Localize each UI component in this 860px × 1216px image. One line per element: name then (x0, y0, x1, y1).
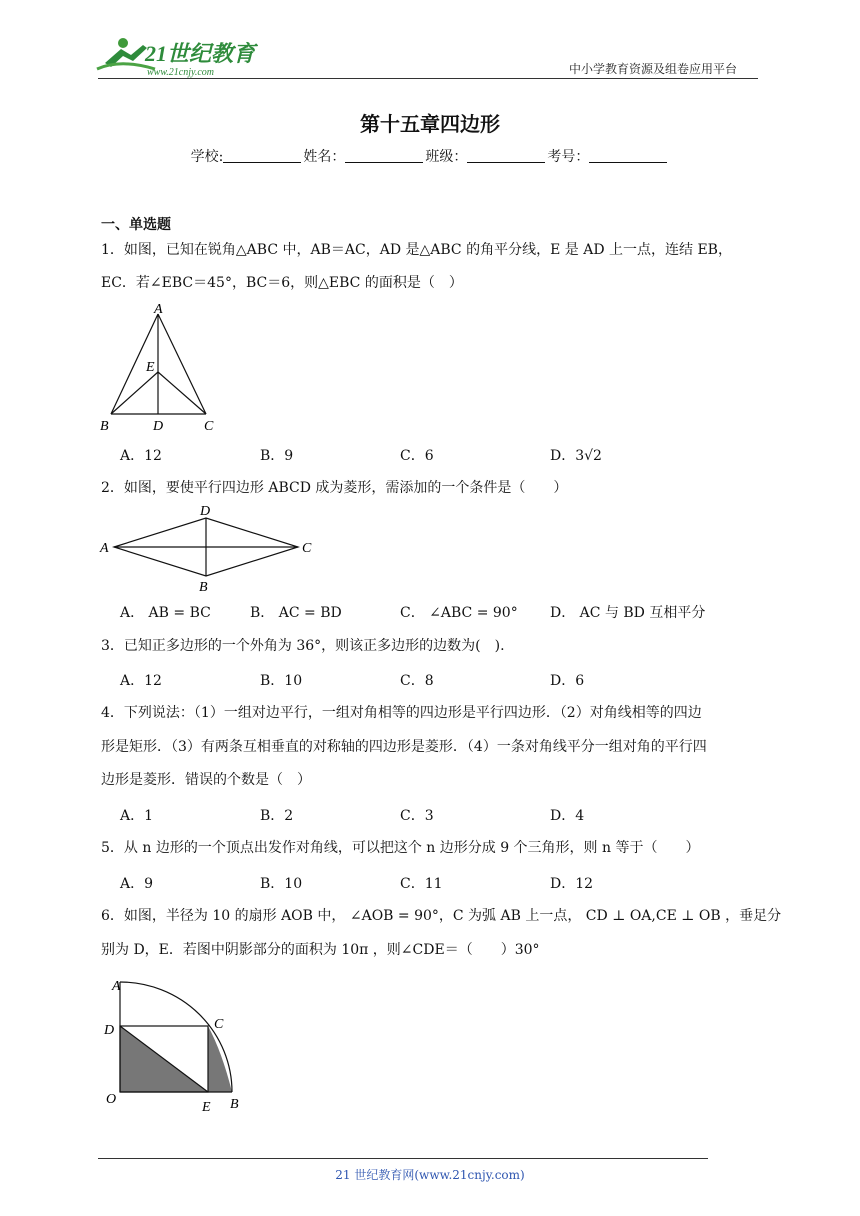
class-blank[interactable] (467, 148, 545, 163)
school-label: 学校: (190, 149, 224, 165)
q5-option-d[interactable]: D．12 (550, 876, 594, 892)
q1-option-a[interactable]: A．12 (120, 448, 162, 464)
fig1-label-b: B (100, 419, 109, 434)
fig2-label-b: B (199, 580, 208, 595)
q3-option-a[interactable]: A．12 (120, 673, 162, 689)
page-title: 第十五章四边形 (360, 112, 500, 136)
q4-option-d[interactable]: D．4 (550, 808, 585, 824)
q3-option-d[interactable]: D．6 (550, 673, 585, 689)
exam-no-label: 考号： (547, 149, 590, 165)
q3-option-c[interactable]: C．8 (400, 673, 434, 689)
fig6-label-b: B (230, 1097, 239, 1112)
footer-divider (98, 1158, 708, 1159)
student-info-line (0, 146, 860, 166)
header-platform-text: 中小学教育资源及组卷应用平台 (569, 62, 738, 76)
q5-option-c[interactable]: C．11 (400, 876, 443, 892)
logo-text: 21世纪教育 (145, 41, 256, 66)
question-6-line-2: 别为 D，E．若图中阴影部分的面积为 10π ，则∠CDE＝（ ）30° (101, 942, 540, 958)
q2-option-a[interactable]: A． AB = BC (120, 605, 211, 621)
question-5-line-1: 5．从 n 边形的一个顶点出发作对角线，可以把这个 n 边形分成 9 个三角形，则 n 等于（ ） (101, 840, 700, 856)
question-4-line-3: 边形是菱形．错误的个数是（ ） (101, 772, 311, 788)
school-blank[interactable] (223, 148, 301, 163)
name-blank[interactable] (345, 148, 423, 163)
fig1-label-c: C (204, 419, 214, 434)
fig6-label-c: C (214, 1017, 224, 1032)
fig6-label-o: O (106, 1092, 117, 1107)
question-2-line-1: 2．如图，要使平行四边形 ABCD 成为菱形，需添加的一个条件是（ ） (101, 480, 568, 496)
fig2-label-d: D (200, 504, 211, 519)
question-6-figure (100, 972, 250, 1121)
q2-option-c[interactable]: C． ∠ABC = 90° (400, 605, 518, 621)
fig1-label-e: E (146, 360, 155, 375)
q1-option-d[interactable]: D．3√2 (550, 448, 602, 464)
class-label: 班级： (425, 149, 468, 165)
q2-option-b[interactable]: B． AC = BD (250, 605, 342, 621)
fig2-label-a: A (100, 541, 109, 556)
site-logo (95, 33, 265, 78)
q3-option-b[interactable]: B．10 (260, 673, 303, 689)
question-4-line-2: 形是矩形．（3）有两条互相垂直的对称轴的四边形是菱形．（4）一条对角线平分一组对角的平行四 (101, 739, 707, 755)
q4-option-a[interactable]: A．1 (120, 808, 154, 824)
question-1-line-1: 1．如图，已知在锐角△ABC 中，AB＝AC，AD 是△ABC 的角平分线，E 是 AD 上一点，连结 EB， (101, 242, 732, 258)
fig6-label-a: A (112, 979, 121, 994)
fig1-label-a: A (154, 302, 163, 317)
q4-option-c[interactable]: C．3 (400, 808, 434, 824)
q5-option-b[interactable]: B．10 (260, 876, 303, 892)
section-heading: 一、单选题 (101, 217, 171, 233)
q1-option-b[interactable]: B．9 (260, 448, 294, 464)
q4-option-b[interactable]: B．2 (260, 808, 294, 824)
question-1-line-2: EC．若∠EBC＝45°，BC＝6，则△EBC 的面积是（ ） (101, 275, 463, 291)
logo-url: www.21cnjy.com (147, 67, 215, 78)
q5-option-a[interactable]: A．9 (120, 876, 154, 892)
question-3-line-1: 3．已知正多边形的一个外角为 36°，则该正多边形的边数为( ). (101, 638, 505, 654)
header-divider (98, 78, 758, 79)
question-4-line-1: 4．下列说法：（1）一组对边平行，一组对角相等的四边形是平行四边形．（2）对角线相等的四边 (101, 705, 702, 721)
footer-text[interactable]: 21 世纪教育网(www.21cnjy.com) (335, 1168, 525, 1182)
question-1-figure (100, 302, 220, 441)
name-label: 姓名： (303, 149, 346, 165)
q1-option-c[interactable]: C．6 (400, 448, 434, 464)
q2-option-d[interactable]: D． AC 与 BD 互相平分 (550, 605, 706, 621)
fig1-label-d: D (153, 419, 164, 434)
fig2-label-c: C (302, 541, 312, 556)
question-6-line-1: 6．如图，半径为 10 的扇形 AOB 中， ∠AOB = 90°，C 为弧 AB 上一点， CD ⊥ OA,CE ⊥ OB ，垂足分 (101, 908, 782, 924)
question-2-figure (98, 500, 323, 599)
exam-no-blank[interactable] (589, 148, 667, 163)
fig6-label-e: E (202, 1100, 211, 1115)
fig6-label-d: D (104, 1023, 115, 1038)
